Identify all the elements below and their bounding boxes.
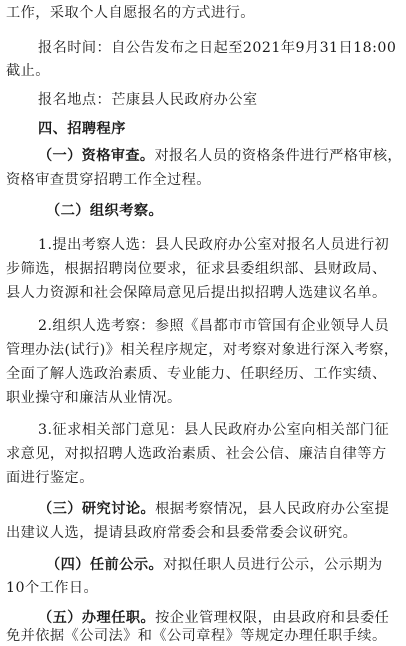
text-line: 职业操守和廉洁从业情况。 [6, 390, 182, 406]
text-line: 面进行鉴定。 [6, 470, 94, 486]
text-line: 工作，采取个人自愿报名的方式进行。 [6, 5, 255, 21]
text-line: 10个工作日。 [6, 580, 99, 596]
text-line: 报名地点：芒康县人民政府办公室 [38, 92, 258, 108]
text-line: 报名时间：自公告发布之日起至2021年9月31日18:00 [38, 40, 397, 56]
text-line: 求意见，对拟招聘人选政治素质、社会公信、廉洁自律等方 [6, 446, 387, 462]
text-line: 管理办法(试行)》相关程序规定，对考察对象进行深入考察， [6, 342, 399, 358]
text-line: 县人力资源和社会保障局意见后提出拟招聘人选建议名单。 [6, 285, 387, 301]
text-line: 步筛选，根据招聘岗位要求，征求县委组织部、县财政局、 [6, 261, 387, 277]
text-line: （五）办理任职。按企业管理权限，由县政府和县委任 [38, 610, 390, 626]
text-line: 3.征求相关部门意见：县人民政府办公室向相关部门征 [38, 422, 390, 438]
text-line: 全面了解人选政治素质、专业能力、任职经历、工作实绩、 [6, 366, 387, 382]
section-heading: 四、招聘程序 [38, 121, 126, 137]
text-line: 截止。 [6, 63, 50, 79]
text-line: 免并依据《公司法》和《公司章程》等规定办理任职手续。 [6, 628, 387, 644]
text-line: （三）研究讨论。根据考察情况，县人民政府办公室提 [38, 501, 390, 517]
subsection-heading: （二）组织考察。 [46, 203, 164, 219]
text-line: 资格审查贯穿招聘工作全过程。 [6, 172, 211, 188]
text-line: 1.提出考察人选：县人民政府办公室对报名人员进行初 [38, 237, 390, 253]
text-line: （四）任前公示。对拟任职人员进行公示，公示期为 [46, 557, 383, 573]
text-line: 出建议人选，提请县政府常委会和县委常委会议研究。 [6, 525, 358, 541]
text-line: （一）资格审查。对报名人员的资格条件进行严格审核， [38, 148, 402, 164]
text-line: 2.组织人选考察：参照《昌都市市管国有企业领导人员 [38, 318, 390, 334]
